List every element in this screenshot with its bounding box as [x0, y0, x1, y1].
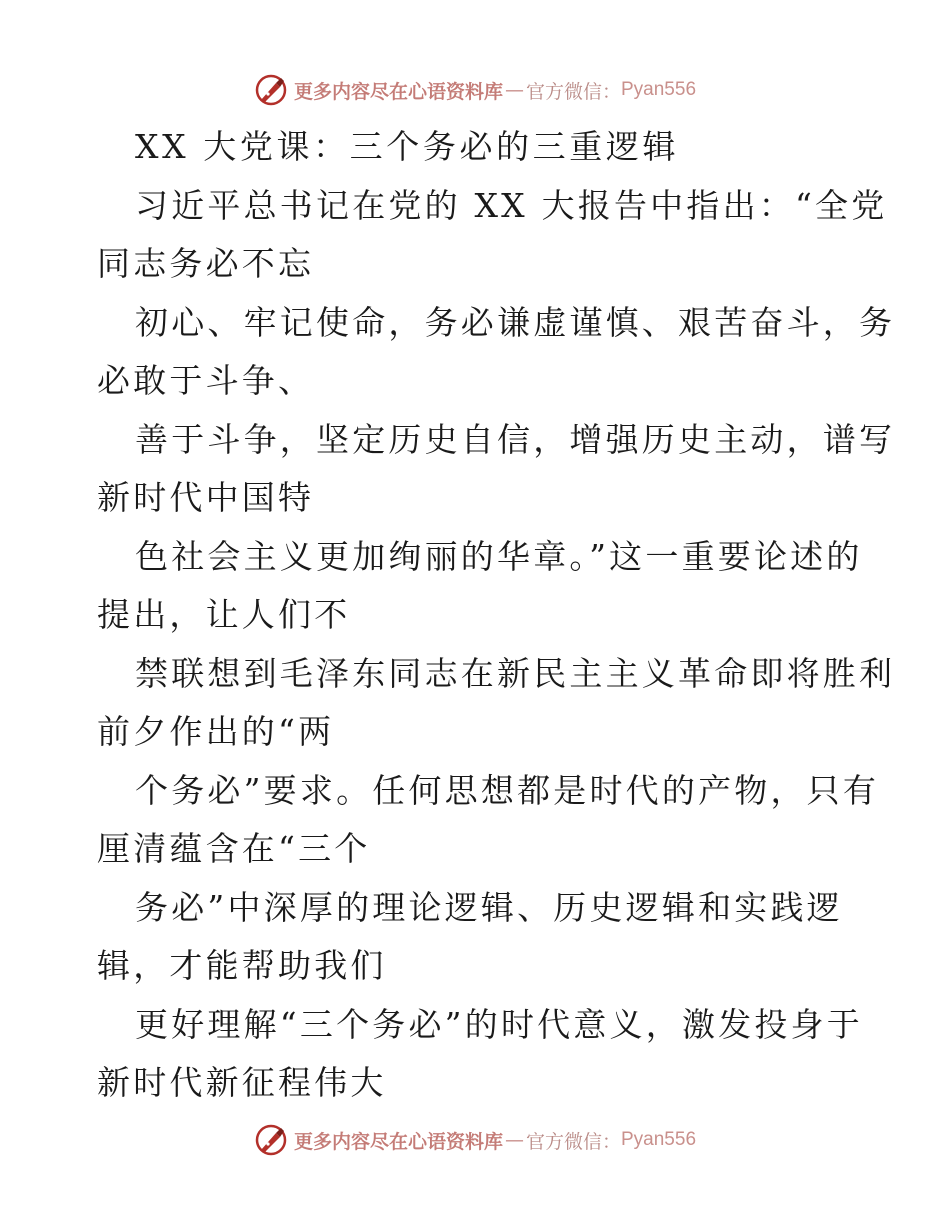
footer-contact-label: 官方微信：: [525, 1130, 621, 1153]
text-line: 习近平总书记在党的 XX 大报告中指出：“全党: [135, 185, 888, 225]
footer-tagline: 更多内容尽在心语资料库: [293, 1130, 503, 1153]
pen-nib-logo-icon: [254, 73, 288, 107]
text-line: 禁联想到毛泽东同志在新民主主义革命即将胜利: [135, 653, 896, 693]
text-line: 色社会主义更加绚丽的华章。”这一重要论述的: [135, 536, 863, 576]
text-line: 善于斗争，坚定历史自信，增强历史主动，谱写: [135, 419, 896, 459]
text-line: 务必”中深厚的理论逻辑、历史逻辑和实践逻: [135, 887, 843, 927]
text-line: 厘清蕴含在“三个: [97, 829, 371, 868]
document-title: XX 大党课：三个务必的三重逻辑: [135, 127, 680, 166]
header-contact-label: 官方微信：: [525, 80, 621, 103]
text-line: 新时代中国特: [97, 478, 315, 517]
footer-banner: [0, 1120, 950, 1160]
text-line: 辑，才能帮助我们: [97, 946, 387, 985]
footer-separator: —: [504, 1129, 524, 1151]
text-line: 新时代新征程伟大: [97, 1063, 387, 1102]
text-line: 提出，让人们不: [97, 595, 351, 634]
document-body: [97, 118, 896, 1113]
text-line: 同志务必不忘: [97, 244, 315, 283]
text-line: 初心、牢记使命，务必谦虚谨慎、艰苦奋斗，务: [135, 302, 896, 342]
text-line: 必敢于斗争、: [97, 361, 315, 400]
footer-wechat-id: Pyan556: [621, 1129, 697, 1150]
header-tagline: 更多内容尽在心语资料库: [293, 80, 503, 103]
header-separator: —: [504, 79, 524, 101]
header-wechat-id: Pyan556: [621, 79, 697, 100]
text-line: 前夕作出的“两: [97, 712, 335, 751]
text-line: 更好理解“三个务必”的时代意义，激发投身于: [135, 1004, 863, 1044]
header-banner: [0, 70, 950, 110]
pen-nib-logo-icon: [254, 1123, 288, 1157]
text-line: 个务必”要求。任何思想都是时代的产物，只有: [135, 770, 880, 810]
